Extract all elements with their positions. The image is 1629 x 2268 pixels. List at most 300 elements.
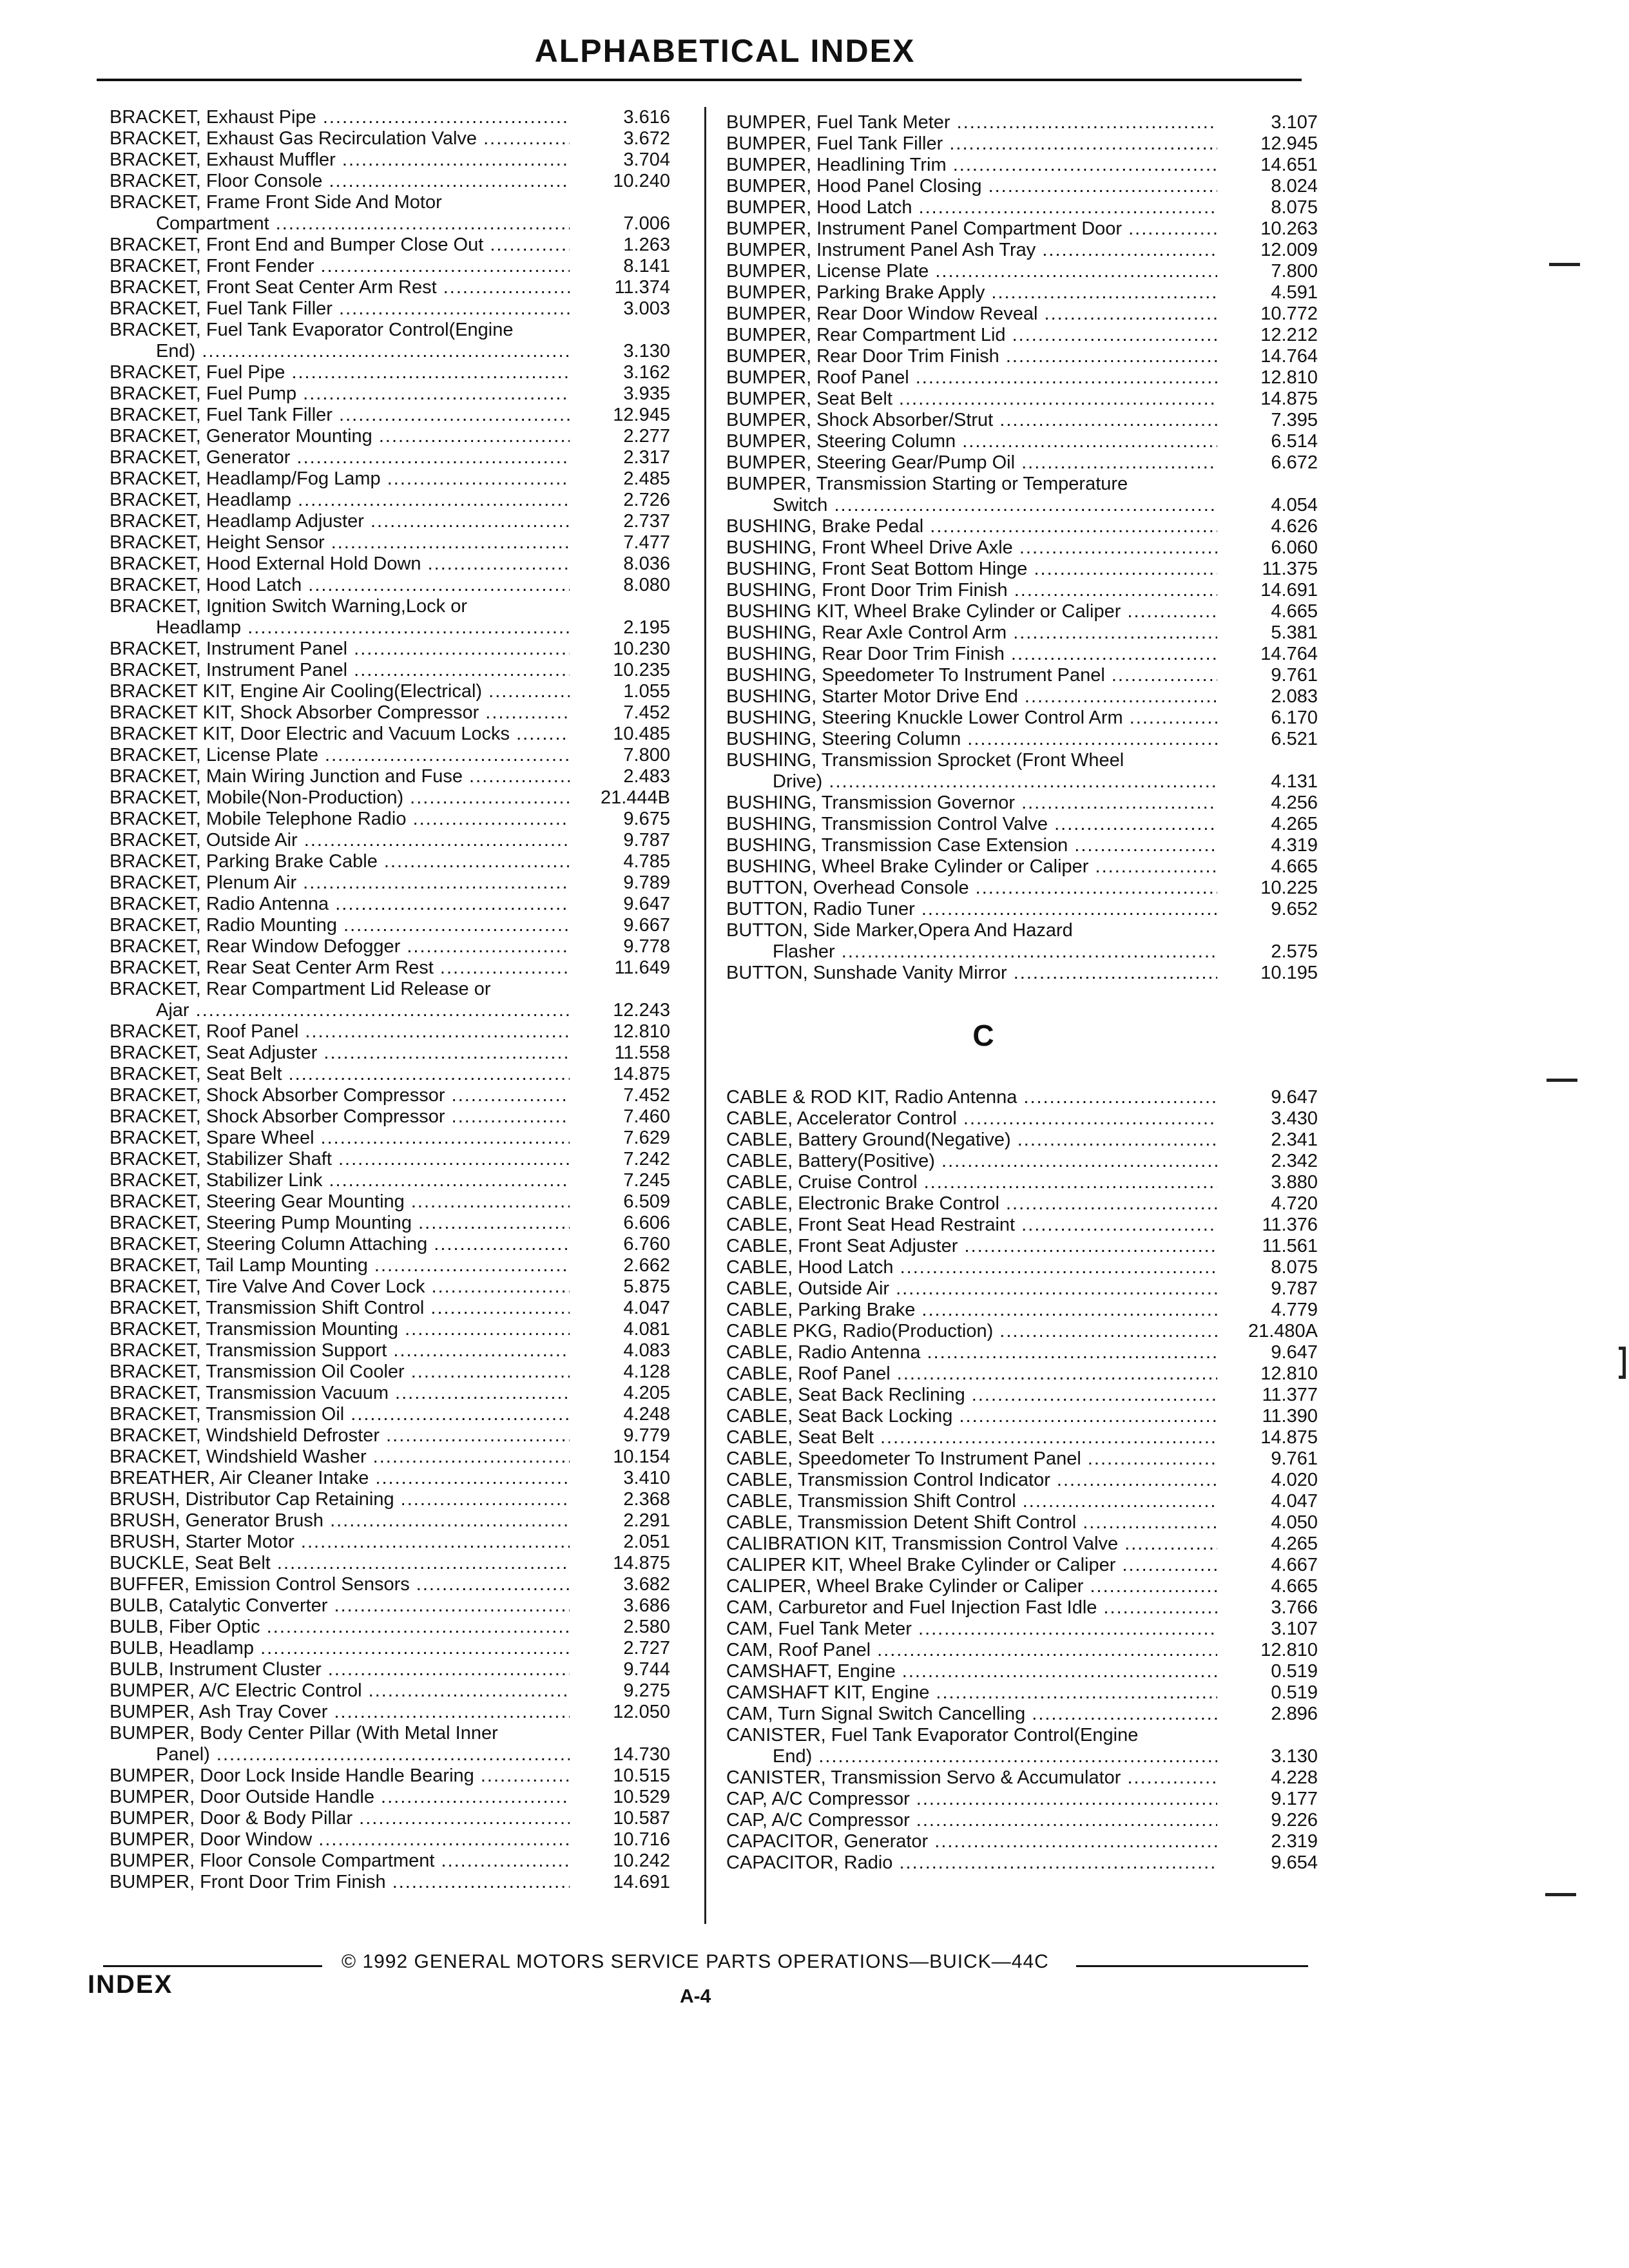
entry-name-text: CAP, A/C Compressor .....	[726, 1810, 1217, 1831]
entry-name	[110, 1765, 570, 1787]
entry-name-text: BUSHING, Transmission Case Extension .....	[726, 835, 1217, 856]
entry-name-text: BUSHING KIT, Wheel Brake Cylinder or Caliper .....	[726, 601, 1217, 622]
entry-name	[110, 532, 570, 553]
entry-name-text: BUMPER, A/C Electric Control .....	[110, 1680, 570, 1702]
entry-name-text: BRACKET, Headlamp/Fog Lamp .....	[110, 468, 570, 490]
index-entry	[110, 383, 670, 405]
index-entry	[110, 1553, 670, 1574]
index-entry	[110, 1532, 670, 1553]
entry-name-text: BRACKET, Fuel Pump .....	[110, 383, 570, 405]
entry-name-text: BUMPER, Steering Gear/Pump Oil .....	[726, 452, 1217, 474]
entry-page-number: 7.452	[623, 1085, 670, 1106]
index-entry	[726, 1725, 1318, 1767]
entry-page-number: 10.230	[613, 639, 670, 659]
entry-page-number: 14.730	[613, 1744, 670, 1765]
index-entry	[726, 729, 1318, 750]
entry-name	[110, 149, 570, 171]
entry-name-text: CABLE, Front Seat Head Restraint .....	[726, 1215, 1217, 1236]
index-entry	[726, 325, 1318, 346]
entry-name-text: BUSHING, Brake Pedal .....	[726, 516, 1217, 537]
entry-name-text: BUMPER, Ash Tray Cover .....	[110, 1702, 570, 1723]
entry-name	[110, 511, 570, 532]
entry-page-number: 9.647	[1271, 1342, 1318, 1363]
entry-name	[726, 1789, 1217, 1810]
entry-page-number: 4.665	[1271, 856, 1318, 877]
entry-page-number: 2.195	[623, 617, 670, 638]
entry-name	[110, 1213, 570, 1234]
entry-name	[726, 899, 1217, 920]
entry-name	[110, 1128, 570, 1149]
entry-name-text: CAMSHAFT, Engine .....	[726, 1661, 1217, 1682]
index-entry	[726, 707, 1318, 729]
entry-name	[110, 1404, 570, 1425]
entry-name	[110, 405, 570, 426]
entry-name	[726, 1151, 1217, 1172]
index-entry	[726, 963, 1318, 984]
entry-name	[110, 809, 570, 830]
index-entry	[110, 1574, 670, 1595]
entry-page-number: 12.212	[1260, 325, 1318, 345]
entry-name	[726, 559, 1217, 580]
entry-name-text: BUMPER, Door Window .....	[110, 1829, 570, 1850]
entry-name	[110, 1617, 570, 1638]
entry-name-line2: Ajar .....	[110, 1000, 570, 1021]
index-entry	[110, 1723, 670, 1765]
index-entry	[110, 490, 670, 511]
index-entry	[726, 1576, 1318, 1597]
entry-name	[110, 490, 570, 511]
entry-page-number: 10.772	[1260, 303, 1318, 324]
entry-name	[726, 686, 1217, 707]
entry-page-number: 2.277	[623, 426, 670, 447]
entry-name-text: CABLE, Accelerator Control .....	[726, 1108, 1217, 1129]
entry-name	[726, 537, 1217, 559]
entry-page-number: 7.395	[1271, 410, 1318, 430]
entry-page-number: 9.779	[623, 1425, 670, 1446]
index-entry	[110, 235, 670, 256]
entry-name-text: BUMPER, Fuel Tank Meter .....	[726, 112, 1217, 133]
index-entry	[726, 346, 1318, 367]
entry-name-text: CALIPER KIT, Wheel Brake Cylinder or Caliper .....	[726, 1555, 1217, 1576]
index-entry	[726, 410, 1318, 431]
entry-name-text: BUMPER, Fuel Tank Filler .....	[726, 133, 1217, 155]
entry-name-text: CABLE, Seat Back Locking .....	[726, 1406, 1217, 1427]
entry-page-number: 9.675	[623, 809, 670, 829]
entry-name	[110, 702, 570, 724]
entry-name-text: BREATHER, Air Cleaner Intake .....	[110, 1468, 570, 1489]
entry-page-number: 4.020	[1271, 1470, 1318, 1490]
index-entry	[726, 474, 1318, 516]
index-entry	[726, 197, 1318, 218]
entry-page-number: 10.263	[1260, 218, 1318, 239]
entry-name-text: BRACKET, Steering Column Attaching .....	[110, 1234, 570, 1255]
entry-page-number: 10.240	[613, 171, 670, 191]
index-entry	[726, 1619, 1318, 1640]
entry-page-number: 14.875	[1260, 389, 1318, 409]
entry-name	[110, 1383, 570, 1404]
entry-name-text: BRACKET, License Plate .....	[110, 745, 570, 766]
entry-name-text: BUMPER, Hood Panel Closing .....	[726, 176, 1217, 197]
entry-name	[110, 1361, 570, 1383]
index-label: INDEX	[88, 1970, 173, 1999]
entry-name	[110, 468, 570, 490]
entry-name	[726, 410, 1217, 431]
entry-page-number: 3.672	[623, 128, 670, 149]
entry-name	[110, 298, 570, 320]
margin-mark	[1549, 263, 1580, 266]
entry-name-text: BRACKET, Shock Absorber Compressor .....	[110, 1106, 570, 1128]
entry-page-number: 12.050	[613, 1702, 670, 1722]
entry-name	[726, 1172, 1217, 1193]
entry-page-number: 4.128	[623, 1361, 670, 1382]
entry-page-number: 4.319	[1271, 835, 1318, 856]
entry-name-text: BRACKET, Roof Panel .....	[110, 1021, 570, 1043]
entry-name	[726, 431, 1217, 452]
index-entry	[726, 1704, 1318, 1725]
entry-name	[726, 1236, 1217, 1257]
entry-name-text: BRACKET, Hood External Hold Down .....	[110, 553, 570, 575]
entry-name	[726, 1576, 1217, 1597]
entry-page-number: 10.529	[613, 1787, 670, 1807]
index-entry	[110, 1298, 670, 1319]
entry-name	[726, 176, 1217, 197]
index-entry	[110, 1170, 670, 1191]
entry-page-number: 12.945	[613, 405, 670, 425]
entry-page-number: 10.235	[613, 660, 670, 680]
entry-page-number: 4.667	[1271, 1555, 1318, 1575]
index-entry	[726, 580, 1318, 601]
entry-name-text: BRACKET, Transmission Shift Control .....	[110, 1298, 570, 1319]
entry-page-number: 3.107	[1271, 1619, 1318, 1639]
entry-page-number: 3.003	[623, 298, 670, 319]
index-entry	[726, 112, 1318, 133]
entry-name	[726, 1767, 1217, 1789]
index-entry	[110, 894, 670, 915]
entry-name	[110, 1446, 570, 1468]
entry-page-number: 3.430	[1271, 1108, 1318, 1129]
entry-name-line2: Drive) .....	[726, 771, 1217, 793]
entry-name	[726, 1640, 1217, 1661]
entry-name-text: CANISTER, Transmission Servo & Accumulator .....	[726, 1767, 1217, 1789]
index-entry	[726, 1151, 1318, 1172]
index-entry	[726, 1512, 1318, 1533]
index-entry	[726, 1682, 1318, 1704]
entry-page-number: 3.410	[623, 1468, 670, 1488]
entry-name-text: CAMSHAFT KIT, Engine .....	[726, 1682, 1217, 1704]
index-entry	[110, 1319, 670, 1340]
entry-name	[726, 1704, 1217, 1725]
index-entry	[726, 856, 1318, 878]
index-entry	[726, 1406, 1318, 1427]
entry-page-number: 7.245	[623, 1170, 670, 1191]
index-entry	[110, 1680, 670, 1702]
entry-name	[726, 516, 1217, 537]
entry-name-text: BUMPER, Instrument Panel Ash Tray .....	[726, 240, 1217, 261]
entry-page-number: 6.060	[1271, 537, 1318, 558]
entry-name	[726, 197, 1217, 218]
entry-page-number: 6.170	[1271, 707, 1318, 728]
entry-name-text: BUMPER, Seat Belt .....	[726, 389, 1217, 410]
index-entry	[110, 681, 670, 702]
entry-name-text: BUSHING, Transmission Governor .....	[726, 793, 1217, 814]
page-title: ALPHABETICAL INDEX	[534, 33, 916, 69]
entry-page-number: 11.649	[614, 957, 670, 978]
entry-page-number: 5.875	[623, 1276, 670, 1297]
entry-page-number: 3.686	[623, 1595, 670, 1616]
entry-name	[726, 1725, 1217, 1767]
entry-name-text: BUTTON, Radio Tuner .....	[726, 899, 1217, 920]
index-entry	[726, 282, 1318, 303]
entry-name	[726, 1278, 1217, 1300]
index-entry	[726, 1363, 1318, 1385]
entry-name	[726, 963, 1217, 984]
entry-name-text: CAM, Carburetor and Fuel Injection Fast Idle .....	[726, 1597, 1217, 1619]
entry-name-text: BRACKET KIT, Door Electric and Vacuum Locks .....	[110, 724, 570, 745]
entry-name	[726, 1512, 1217, 1533]
index-entry	[110, 1850, 670, 1872]
entry-name	[726, 1363, 1217, 1385]
entry-page-number: 12.243	[613, 1000, 670, 1021]
entry-name-line2: End) .....	[726, 1746, 1217, 1767]
entry-page-number: 2.662	[623, 1255, 670, 1276]
entry-name-text: BRACKET, Headlamp .....	[110, 490, 570, 511]
entry-name-text: BUTTON, Sunshade Vanity Mirror .....	[726, 963, 1217, 984]
index-entry	[726, 1810, 1318, 1831]
entry-name	[110, 1850, 570, 1872]
entry-name-line2: Flasher .....	[726, 941, 1217, 963]
entry-name-text: BUSHING, Wheel Brake Cylinder or Caliper .....	[726, 856, 1217, 878]
entry-name	[110, 277, 570, 298]
entry-name-text: BUMPER, Headlining Trim .....	[726, 155, 1217, 176]
entry-name-text: CAP, A/C Compressor .....	[726, 1789, 1217, 1810]
entry-page-number: 2.342	[1271, 1151, 1318, 1171]
entry-page-number: 10.225	[1260, 878, 1318, 898]
entry-page-number: 7.629	[623, 1128, 670, 1148]
entry-name	[110, 1489, 570, 1510]
entry-name-text: BUSHING, Transmission Control Valve .....	[726, 814, 1217, 835]
entry-page-number: 2.726	[623, 490, 670, 510]
entry-page-number: 14.764	[1260, 346, 1318, 367]
index-entry	[110, 809, 670, 830]
entry-name	[726, 389, 1217, 410]
entry-name	[110, 107, 570, 128]
index-entry	[726, 452, 1318, 474]
entry-page-number: 4.205	[623, 1383, 670, 1403]
index-entry	[726, 559, 1318, 580]
entry-name-text: BUMPER, Parking Brake Apply .....	[726, 282, 1217, 303]
entry-page-number: 12.810	[1260, 367, 1318, 388]
entry-page-number: 10.195	[1260, 963, 1318, 983]
entry-name	[110, 1532, 570, 1553]
entry-name-text: BUMPER, Floor Console Compartment .....	[110, 1850, 570, 1872]
index-entry	[726, 1767, 1318, 1789]
entry-name	[726, 1682, 1217, 1704]
entry-name-text: BRACKET, Stabilizer Shaft .....	[110, 1149, 570, 1170]
entry-page-number: 14.651	[1260, 155, 1318, 175]
entry-name	[110, 256, 570, 277]
entry-name	[726, 1342, 1217, 1363]
entry-page-number: 2.575	[1271, 941, 1318, 962]
entry-name-text: BRUSH, Generator Brush .....	[110, 1510, 570, 1532]
index-entry	[110, 1191, 670, 1213]
entry-name	[726, 1129, 1217, 1151]
index-entry	[110, 1829, 670, 1850]
entry-name	[726, 878, 1217, 899]
index-entry	[110, 745, 670, 766]
entry-name-text: BRACKET KIT, Engine Air Cooling(Electrical) .....	[110, 681, 570, 702]
entry-name	[110, 1702, 570, 1723]
entry-name	[110, 1425, 570, 1446]
entry-name	[726, 1406, 1217, 1427]
index-entry	[110, 107, 670, 128]
entry-name-text: BUSHING, Front Seat Bottom Hinge .....	[726, 559, 1217, 580]
index-entry	[110, 1383, 670, 1404]
index-entry	[110, 1276, 670, 1298]
entry-page-number: 7.800	[1271, 261, 1318, 282]
entry-name-text: BRACKET, Transmission Oil .....	[110, 1404, 570, 1425]
index-entry	[110, 660, 670, 681]
entry-name-text: BUMPER, Rear Compartment Lid .....	[726, 325, 1217, 346]
index-entry	[110, 1787, 670, 1808]
index-entry	[110, 426, 670, 447]
entry-page-number: 0.519	[1271, 1661, 1318, 1682]
index-entry	[726, 1129, 1318, 1151]
entry-name-text: BUCKLE, Seat Belt .....	[110, 1553, 570, 1574]
index-entry	[110, 1808, 670, 1829]
entry-name-text: CABLE, Battery Ground(Negative) .....	[726, 1129, 1217, 1151]
entry-name	[110, 1191, 570, 1213]
right-column-c-entries	[726, 1087, 1318, 1874]
index-entry	[726, 1491, 1318, 1512]
entry-page-number: 4.047	[623, 1298, 670, 1318]
entry-name-text: CABLE, Parking Brake .....	[726, 1300, 1217, 1321]
entry-name	[110, 979, 570, 1021]
entry-name-text: BUMPER, License Plate .....	[726, 261, 1217, 282]
index-entry	[110, 766, 670, 787]
entry-name-text: CABLE, Electronic Brake Control .....	[726, 1193, 1217, 1215]
entry-name	[110, 1468, 570, 1489]
entry-page-number: 9.652	[1271, 899, 1318, 919]
entry-name	[726, 707, 1217, 729]
footer-rule-left	[103, 1965, 322, 1967]
entry-name	[110, 936, 570, 957]
entry-name-text: BRACKET, Main Wiring Junction and Fuse .....	[110, 766, 570, 787]
entry-name	[110, 1808, 570, 1829]
entry-name-text: BRACKET, Radio Antenna .....	[110, 894, 570, 915]
index-entry	[726, 686, 1318, 707]
entry-name-text: BULB, Catalytic Converter .....	[110, 1595, 570, 1617]
entry-name	[110, 851, 570, 872]
entry-name-text: BUMPER, Roof Panel .....	[726, 367, 1217, 389]
entry-name	[726, 1321, 1217, 1342]
entry-page-number: 3.130	[1271, 1746, 1318, 1767]
entry-name	[726, 1555, 1217, 1576]
entry-page-number: 12.945	[1260, 133, 1318, 154]
entry-name	[110, 1021, 570, 1043]
index-entry	[726, 1448, 1318, 1470]
entry-name	[726, 793, 1217, 814]
index-entry	[110, 1021, 670, 1043]
entry-name	[110, 1234, 570, 1255]
entry-name-text: BRACKET, Mobile Telephone Radio .....	[110, 809, 570, 830]
entry-name	[726, 856, 1217, 878]
entry-name	[726, 644, 1217, 665]
entry-name	[110, 766, 570, 787]
entry-name	[110, 1829, 570, 1850]
entry-name-text: BRACKET, Front Fender .....	[110, 256, 570, 277]
index-entry	[110, 553, 670, 575]
margin-bracket-mark	[1619, 1347, 1626, 1379]
entry-name	[726, 474, 1217, 516]
entry-page-number: 4.591	[1271, 282, 1318, 303]
entry-name-text: BRACKET, Rear Window Defogger .....	[110, 936, 570, 957]
entry-page-number: 4.626	[1271, 516, 1318, 537]
entry-name	[726, 1427, 1217, 1448]
entry-name-line2: Panel) .....	[110, 1744, 570, 1765]
entry-page-number: 3.704	[623, 149, 670, 170]
index-entry	[110, 1468, 670, 1489]
index-entry	[726, 1215, 1318, 1236]
entry-page-number: 3.935	[623, 383, 670, 404]
entry-name-text: CAM, Turn Signal Switch Cancelling .....	[726, 1704, 1217, 1725]
entry-page-number: 11.375	[1262, 559, 1318, 579]
index-entry	[110, 1446, 670, 1468]
index-entry	[110, 298, 670, 320]
entry-page-number: 14.875	[1260, 1427, 1318, 1448]
entry-name-text: BRACKET, Front End and Bumper Close Out .....	[110, 235, 570, 256]
entry-name-text: BRACKET, Shock Absorber Compressor .....	[110, 1085, 570, 1106]
entry-page-number: 9.761	[1271, 665, 1318, 686]
entry-name-text: BRACKET, Windshield Defroster .....	[110, 1425, 570, 1446]
entry-name-text: BRACKET, Radio Mounting .....	[110, 915, 570, 936]
entry-name	[110, 724, 570, 745]
entry-page-number: 8.075	[1271, 1257, 1318, 1278]
index-entry	[726, 1597, 1318, 1619]
entry-name	[110, 1298, 570, 1319]
entry-name	[726, 1108, 1217, 1129]
entry-name	[726, 112, 1217, 133]
entry-name-line1: BUMPER, Body Center Pillar (With Metal Inner	[110, 1723, 498, 1744]
entry-name	[726, 622, 1217, 644]
entry-page-number: 4.779	[1271, 1300, 1318, 1320]
entry-name	[110, 872, 570, 894]
title-rule	[97, 79, 1302, 81]
entry-page-number: 14.875	[613, 1064, 670, 1084]
entry-name-text: BRACKET, Exhaust Gas Recirculation Valve .....	[110, 128, 570, 149]
entry-name-line2: Headlamp .....	[110, 617, 570, 639]
index-entry	[110, 256, 670, 277]
index-entry	[110, 1595, 670, 1617]
entry-name	[726, 1087, 1217, 1108]
entry-name-line1: BUSHING, Transmission Sprocket (Front Wheel	[726, 750, 1124, 771]
index-entry	[110, 1064, 670, 1085]
entry-page-number: 12.810	[1260, 1363, 1318, 1384]
index-entry	[726, 1087, 1318, 1108]
index-entry	[726, 622, 1318, 644]
entry-name-text: CAPACITOR, Radio .....	[726, 1852, 1217, 1874]
entry-name-text: CABLE & ROD KIT, Radio Antenna .....	[726, 1087, 1217, 1108]
entry-name	[110, 1340, 570, 1361]
entry-name-text: CAPACITOR, Generator .....	[726, 1831, 1217, 1852]
entry-page-number: 7.242	[623, 1149, 670, 1169]
entry-name-text: BRACKET, Steering Pump Mounting .....	[110, 1213, 570, 1234]
entry-page-number: 0.519	[1271, 1682, 1318, 1703]
entry-name	[110, 362, 570, 383]
index-entry	[110, 1659, 670, 1680]
index-entry	[726, 1661, 1318, 1682]
entry-page-number: 4.131	[1271, 771, 1318, 792]
index-entry	[726, 367, 1318, 389]
